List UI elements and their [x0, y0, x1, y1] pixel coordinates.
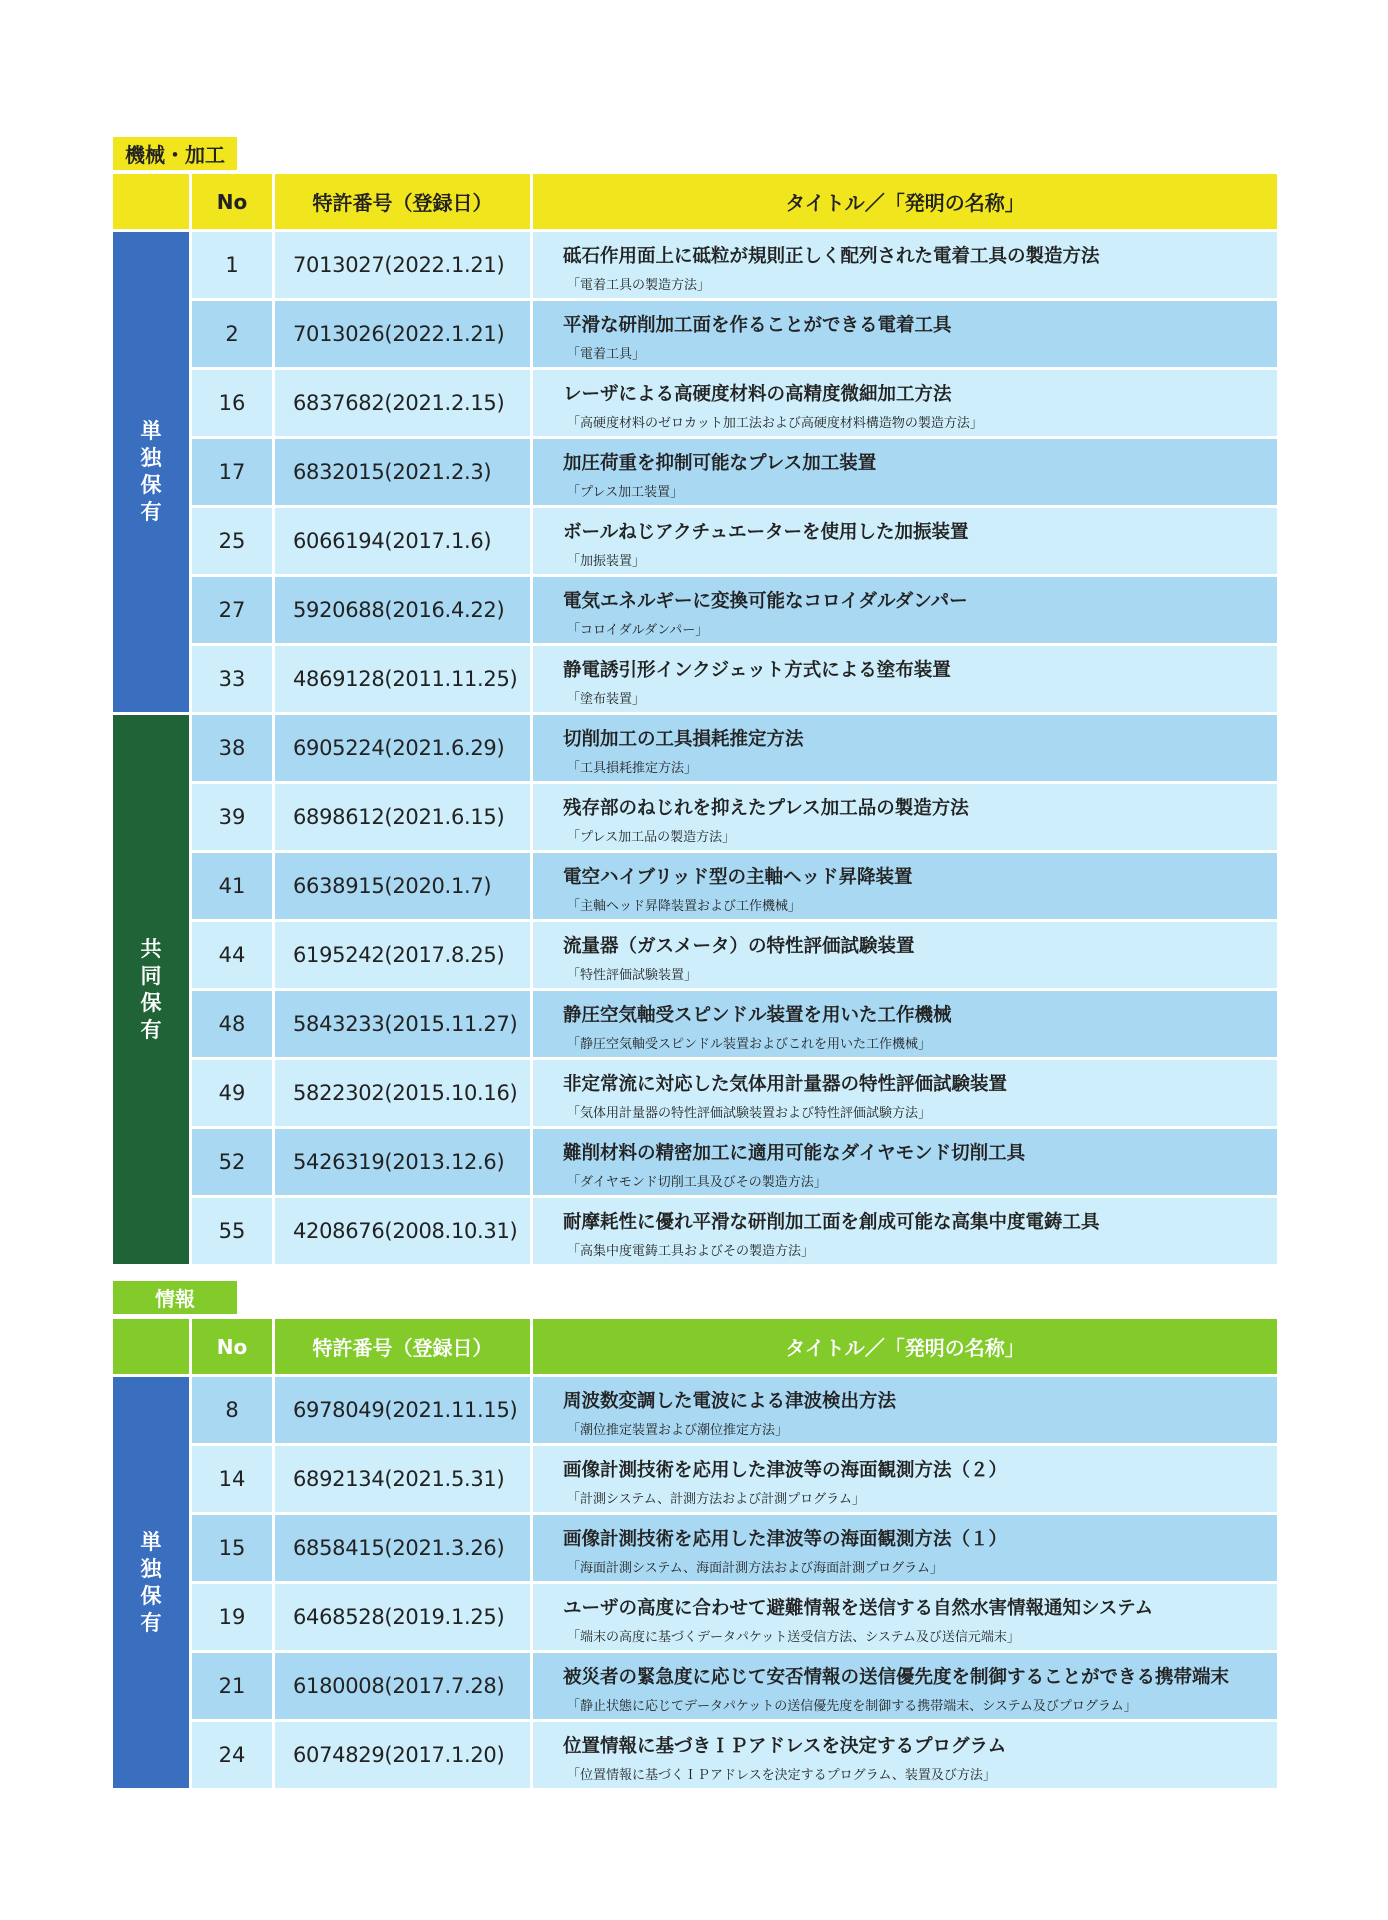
row-no: 21	[192, 1653, 272, 1719]
table-row	[192, 439, 1277, 505]
row-patent-number: 6837682(2021.2.15)	[275, 370, 530, 436]
row-invention-name: 「計測システム、計測方法および計測プログラム」	[567, 1492, 865, 1507]
row-patent-number: 6978049(2021.11.15)	[275, 1377, 530, 1443]
row-invention-name: 「高硬度材料のゼロカット加工法および高硬度材料構造物の製造方法」	[567, 416, 983, 431]
row-title-cell	[533, 1446, 1277, 1512]
table-row	[192, 577, 1277, 643]
row-no: 19	[192, 1584, 272, 1650]
row-invention-name: 「電着工具」	[567, 347, 646, 362]
table-row	[192, 301, 1277, 367]
row-patent-number: 5822302(2015.10.16)	[275, 1060, 530, 1126]
row-title: 周波数変調した電波による津波検出方法	[563, 1391, 897, 1412]
row-title: 画像計測技術を応用した津波等の海面観測方法（２）	[563, 1460, 1008, 1481]
patent-table-kikai	[113, 174, 1277, 1266]
table-row	[192, 1446, 1277, 1512]
row-title-cell	[533, 439, 1277, 505]
row-title: 電空ハイブリッド型の主軸ヘッド昇降装置	[563, 867, 913, 888]
row-title: 静圧空気軸受スピンドル装置を用いた工作機械	[563, 1005, 952, 1026]
row-title: レーザによる高硬度材料の高精度微細加工方法	[563, 384, 952, 405]
row-invention-name: 「位置情報に基づくＩＰアドレスを決定するプログラム、装置及び方法」	[567, 1768, 996, 1783]
header-blank	[113, 1319, 189, 1374]
row-title: ユーザの高度に合わせて避難情報を送信する自然水害情報通知システム	[563, 1598, 1154, 1619]
row-invention-name: 「端末の高度に基づくデータパケット送受信方法、システム及び送信元端末」	[567, 1630, 1020, 1645]
group-label	[113, 1377, 189, 1788]
table-row	[192, 1722, 1277, 1788]
row-title: 残存部のねじれを抑えたプレス加工品の製造方法	[563, 798, 969, 819]
row-patent-number: 7013027(2022.1.21)	[275, 232, 530, 298]
row-title: 位置情報に基づきＩＰアドレスを決定するプログラム	[563, 1736, 1007, 1757]
row-invention-name: 「塗布装置」	[567, 692, 646, 707]
row-title: 被災者の緊急度に応じて安否情報の送信優先度を制御することができる携帯端末	[563, 1667, 1230, 1688]
row-title-cell	[533, 370, 1277, 436]
header-title: タイトル／「発明の名称」	[533, 1319, 1277, 1374]
row-no: 38	[192, 715, 272, 781]
row-title-cell	[533, 508, 1277, 574]
row-title-cell	[533, 1060, 1277, 1126]
row-no: 25	[192, 508, 272, 574]
group-label-text: 単独保有	[140, 1529, 162, 1635]
row-patent-number: 4869128(2011.11.25)	[275, 646, 530, 712]
group-label-text: 共同保有	[140, 936, 162, 1042]
row-title-cell	[533, 301, 1277, 367]
row-patent-number: 4208676(2008.10.31)	[275, 1198, 530, 1264]
table-row	[192, 715, 1277, 781]
row-no: 39	[192, 784, 272, 850]
row-title-cell	[533, 646, 1277, 712]
row-no: 55	[192, 1198, 272, 1264]
header-patent: 特許番号（登録日）	[275, 174, 530, 229]
row-title-cell	[533, 784, 1277, 850]
row-title: 静電誘引形インクジェット方式による塗布装置	[563, 660, 951, 681]
row-patent-number: 6638915(2020.1.7)	[275, 853, 530, 919]
row-title-cell	[533, 922, 1277, 988]
row-title: 難削材料の精密加工に適用可能なダイヤモンド切削工具	[563, 1143, 1026, 1164]
row-title-cell	[533, 991, 1277, 1057]
row-no: 17	[192, 439, 272, 505]
row-no: 1	[192, 232, 272, 298]
table-row	[192, 508, 1277, 574]
header-blank	[113, 174, 189, 229]
row-invention-name: 「主軸ヘッド昇降装置および工作機械」	[567, 899, 802, 914]
table-row	[192, 1653, 1277, 1719]
row-patent-number: 6066194(2017.1.6)	[275, 508, 530, 574]
row-invention-name: 「海面計測システム、海面計測方法および海面計測プログラム」	[567, 1561, 943, 1576]
row-title-cell	[533, 1377, 1277, 1443]
row-invention-name: 「気体用計量器の特性評価試験装置および特性評価試験方法」	[567, 1106, 932, 1121]
row-title: ボールねじアクチュエーターを使用した加振装置	[563, 522, 969, 543]
row-no: 24	[192, 1722, 272, 1788]
row-no: 8	[192, 1377, 272, 1443]
table-row	[192, 232, 1277, 298]
header-title: タイトル／「発明の名称」	[533, 174, 1277, 229]
row-no: 49	[192, 1060, 272, 1126]
row-patent-number: 6074829(2017.1.20)	[275, 1722, 530, 1788]
row-patent-number: 5843233(2015.11.27)	[275, 991, 530, 1057]
row-title: 切削加工の工具損耗推定方法	[563, 729, 804, 750]
row-no: 52	[192, 1129, 272, 1195]
table-row	[192, 370, 1277, 436]
row-title: 画像計測技術を応用した津波等の海面観測方法（１）	[563, 1529, 1008, 1550]
row-invention-name: 「高集中度電鋳工具およびその製造方法」	[567, 1244, 815, 1259]
row-invention-name: 「プレス加工品の製造方法」	[567, 830, 736, 845]
row-title-cell	[533, 232, 1277, 298]
row-invention-name: 「静止状態に応じてデータパケットの送信優先度を制御する携帯端末、システム及びプログラム」	[567, 1699, 1137, 1714]
row-no: 41	[192, 853, 272, 919]
table-row	[192, 1198, 1277, 1264]
row-no: 48	[192, 991, 272, 1057]
section-label-joho: 情報	[113, 1281, 237, 1314]
row-title: 電気エネルギーに変換可能なコロイダルダンパー	[563, 591, 968, 612]
row-patent-number: 6195242(2017.8.25)	[275, 922, 530, 988]
section-label-kikai: 機械・加工	[113, 137, 237, 170]
table-row	[192, 1515, 1277, 1581]
header-no: No	[192, 174, 272, 229]
row-title-cell	[533, 1722, 1277, 1788]
table-row	[192, 1584, 1277, 1650]
table-row	[192, 853, 1277, 919]
table-row	[192, 991, 1277, 1057]
group-label-text: 単独保有	[140, 419, 162, 524]
row-patent-number: 6180008(2017.7.28)	[275, 1653, 530, 1719]
row-patent-number: 6468528(2019.1.25)	[275, 1584, 530, 1650]
row-no: 2	[192, 301, 272, 367]
row-title: 砥石作用面上に砥粒が規則正しく配列された電着工具の製造方法	[563, 246, 1100, 267]
row-title-cell	[533, 1515, 1277, 1581]
row-title-cell	[533, 577, 1277, 643]
table-row	[192, 922, 1277, 988]
row-title: 流量器（ガスメータ）の特性評価試験装置	[563, 936, 915, 957]
row-no: 33	[192, 646, 272, 712]
row-invention-name: 「電着工具の製造方法」	[567, 278, 711, 293]
row-invention-name: 「工具損耗推定方法」	[567, 761, 698, 776]
table-row	[192, 646, 1277, 712]
row-no: 44	[192, 922, 272, 988]
table-header	[113, 174, 1277, 229]
table-header	[113, 1319, 1277, 1374]
table-row	[192, 1129, 1277, 1195]
row-patent-number: 7013026(2022.1.21)	[275, 301, 530, 367]
row-invention-name: 「プレス加工装置」	[567, 485, 684, 500]
row-no: 15	[192, 1515, 272, 1581]
row-patent-number: 6858415(2021.3.26)	[275, 1515, 530, 1581]
row-invention-name: 「コロイダルダンパー」	[567, 623, 709, 638]
group-label	[113, 232, 189, 712]
row-title-cell	[533, 1198, 1277, 1264]
row-title: 加圧荷重を抑制可能なプレス加工装置	[563, 453, 877, 474]
row-patent-number: 6832015(2021.2.3)	[275, 439, 530, 505]
header-no: No	[192, 1319, 272, 1374]
row-patent-number: 5426319(2013.12.6)	[275, 1129, 530, 1195]
row-invention-name: 「ダイヤモンド切削工具及びその製造方法」	[567, 1175, 827, 1190]
row-title: 非定常流に対応した気体用計量器の特性評価試験装置	[563, 1074, 1008, 1095]
row-title-cell	[533, 1653, 1277, 1719]
row-title-cell	[533, 715, 1277, 781]
row-title-cell	[533, 1584, 1277, 1650]
group-label	[113, 715, 189, 1264]
row-patent-number: 6892134(2021.5.31)	[275, 1446, 530, 1512]
table-row	[192, 1060, 1277, 1126]
row-invention-name: 「潮位推定装置および潮位推定方法」	[567, 1423, 789, 1438]
row-title: 平滑な研削加工面を作ることができる電着工具	[563, 315, 952, 336]
row-patent-number: 6898612(2021.6.15)	[275, 784, 530, 850]
table-row	[192, 1377, 1277, 1443]
row-invention-name: 「静圧空気軸受スピンドル装置およびこれを用いた工作機械」	[567, 1037, 932, 1052]
row-title: 耐摩耗性に優れ平滑な研削加工面を創成可能な高集中度電鋳工具	[563, 1212, 1100, 1233]
row-no: 27	[192, 577, 272, 643]
patent-table-joho	[113, 1319, 1277, 1793]
row-title-cell	[533, 1129, 1277, 1195]
row-title-cell	[533, 853, 1277, 919]
table-row	[192, 784, 1277, 850]
row-invention-name: 「特性評価試験装置」	[567, 968, 698, 983]
row-no: 16	[192, 370, 272, 436]
row-patent-number: 5920688(2016.4.22)	[275, 577, 530, 643]
header-patent: 特許番号（登録日）	[275, 1319, 530, 1374]
row-invention-name: 「加振装置」	[567, 554, 646, 569]
row-no: 14	[192, 1446, 272, 1512]
row-patent-number: 6905224(2021.6.29)	[275, 715, 530, 781]
